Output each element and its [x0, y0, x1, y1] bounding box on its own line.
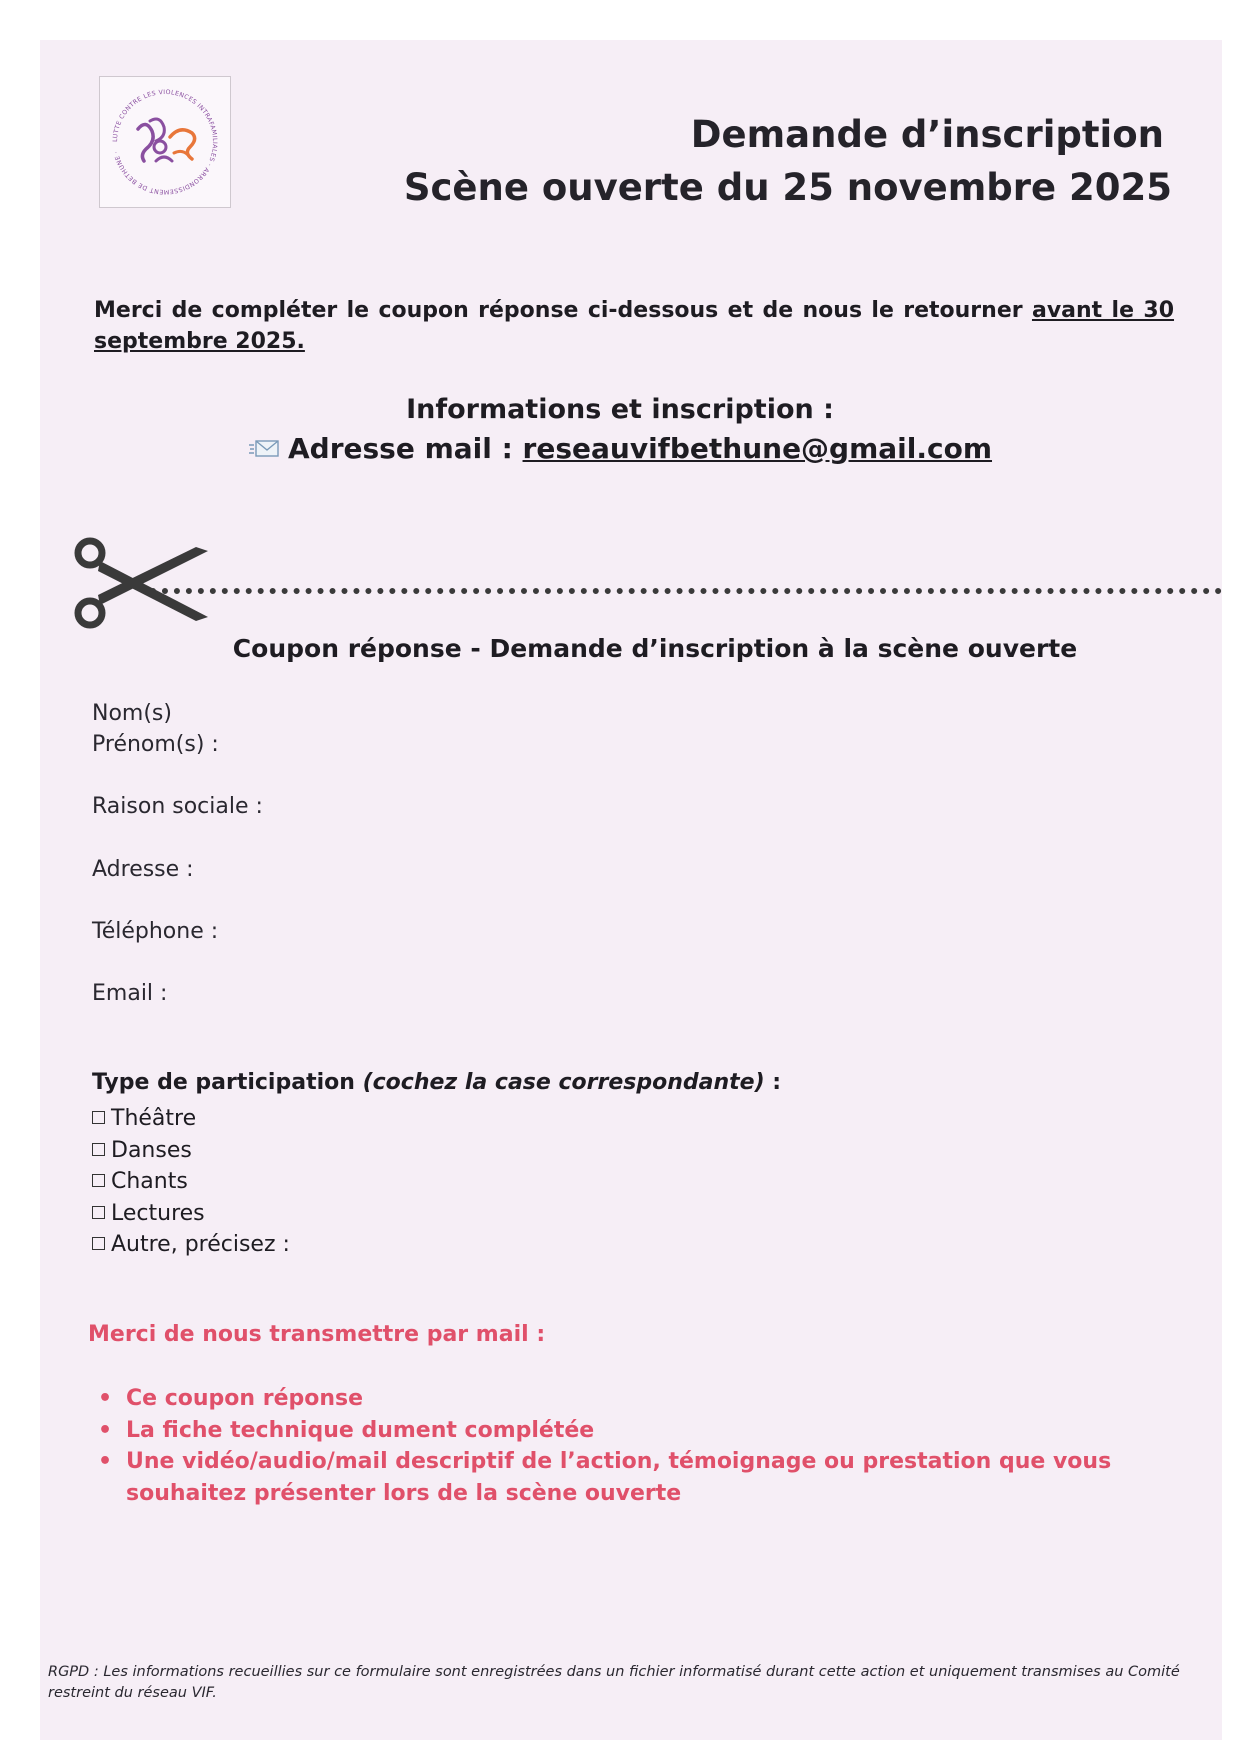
option-label: Lectures: [111, 1200, 205, 1226]
option-chants[interactable]: [92, 1166, 290, 1198]
list-item: • Ce coupon réponse: [96, 1383, 1186, 1415]
option-theatre[interactable]: [92, 1103, 290, 1135]
transmit-heading: Merci de nous transmettre par mail :: [88, 1322, 546, 1347]
option-danses[interactable]: [92, 1135, 290, 1167]
deadline-text: avant le 30 septembre 2025.: [94, 298, 1175, 354]
document-title: [404, 108, 1172, 214]
mail-label: Adresse mail :: [287, 432, 523, 465]
field-adresse-label: Adresse :: [92, 857, 194, 882]
cut-line-divider: [150, 588, 1222, 594]
checkbox-theatre[interactable]: [92, 1111, 105, 1124]
option-label: Autre, précisez :: [111, 1232, 290, 1257]
option-lectures[interactable]: [92, 1198, 290, 1230]
contact-mail-line: [0, 432, 1240, 467]
checkbox-chants[interactable]: [92, 1174, 105, 1187]
option-label: Théâtre: [111, 1106, 197, 1131]
participation-hint: (cochez la case correspondante): [362, 1070, 765, 1095]
transmit-list: [96, 1383, 1186, 1509]
intro-text: Merci de compléter le coupon réponse ci-dessous et de nous le retourner: [94, 298, 1032, 323]
scissors-icon: [68, 535, 213, 639]
mail-address-link[interactable]: reseauvifbethune@gmail.com: [522, 432, 993, 465]
field-nom-label: Nom(s): [92, 701, 172, 726]
field-email-label: Email :: [92, 981, 168, 1006]
option-label: Chants: [111, 1169, 188, 1194]
checkbox-danses[interactable]: [92, 1143, 105, 1156]
checkbox-lectures[interactable]: [92, 1206, 105, 1219]
intro-paragraph: [94, 295, 1174, 357]
coupon-title: Coupon réponse - Demande d’inscription à la scène ouverte: [232, 634, 1078, 663]
title-line-1: Demande d’inscription: [690, 113, 1164, 156]
rgpd-notice: RGPD : Les informations recueillies sur ce formulaire sont enregistrées dans un fichier informatisé durant cette action et uniquement transmises au Comité restreint du réseau VIF.: [48, 1664, 1180, 1701]
field-telephone-label: Téléphone :: [92, 919, 219, 944]
info-heading: Informations et inscription :: [406, 394, 834, 425]
participation-suffix: :: [764, 1070, 782, 1095]
logo-emblem-icon: [100, 77, 230, 207]
field-prenom-label: Prénom(s) :: [92, 732, 219, 757]
svg-text:LUTTE CONTRE LES VIOLENCES INT: LUTTE CONTRE LES VIOLENCES INTRAFAMILIALES · ARRONDISSEMENT DE BETHUNE ·: [111, 88, 219, 196]
list-item: • Une vidéo/audio/mail descriptif de l’action, témoignage ou prestation que vous souhaitez présenter lors de la scène ouverte: [96, 1446, 1186, 1509]
envelope-icon: [248, 434, 282, 467]
checkbox-autre[interactable]: [92, 1237, 105, 1250]
option-autre[interactable]: [92, 1229, 290, 1261]
participation-options: [92, 1103, 290, 1261]
title-line-2: Scène ouverte du 25 novembre 2025: [403, 166, 1172, 209]
participation-label: Type de participation: [92, 1070, 363, 1095]
list-item: • La fiche technique dument complétée: [96, 1415, 1186, 1447]
option-label: Danses: [111, 1137, 192, 1163]
reseau-vif-logo: [99, 76, 231, 208]
participation-type-label: [92, 1070, 781, 1095]
field-raison-sociale-label: Raison sociale :: [92, 794, 263, 819]
